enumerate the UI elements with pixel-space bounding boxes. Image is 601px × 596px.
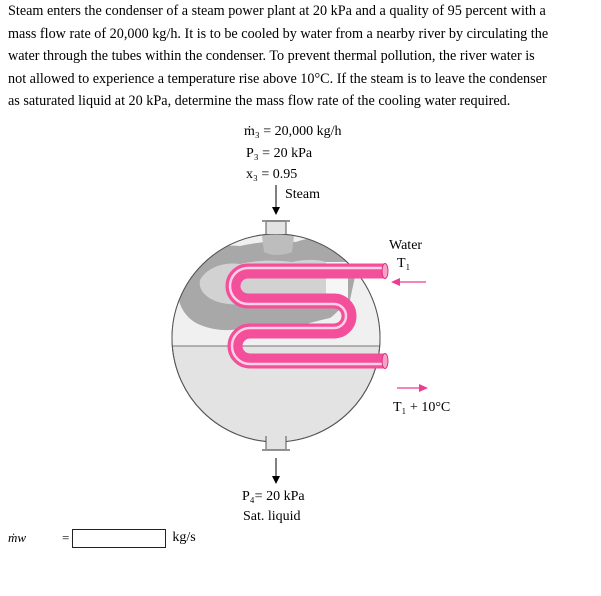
outlet-pressure-label: P₄= 20 kPa (242, 489, 305, 504)
condensate-outlet-arrowhead (272, 476, 280, 484)
water-label: Water (389, 238, 423, 253)
steam-inlet-nozzle (262, 220, 290, 235)
steam-label: Steam (285, 187, 320, 202)
equals-sign: = (62, 530, 70, 545)
condensate-outlet-nozzle (262, 436, 290, 450)
answer-unit: kg/s (172, 530, 196, 545)
water-inlet-temp-label: T₁ (397, 256, 411, 271)
water-inlet-arrowhead (391, 278, 400, 286)
water-outlet-temp-label: T₁ + 10°C (393, 400, 451, 415)
inlet-pressure-label: P₃ = 20 kPa (246, 146, 313, 161)
problem-line-2: mass flow rate of 20,000 kg/h. It is to be cooled by water from a nearby river by circulating the (8, 25, 549, 42)
problem-line-3: water through the tubes within the condenser. To prevent thermal pollution, the river water is (8, 48, 535, 65)
cooling-water-mass-flow-input[interactable] (72, 529, 166, 548)
water-outlet-arrowhead (419, 384, 428, 392)
inlet-mass-flow-label: ṁ₃ = 20,000 kg/h (244, 124, 342, 139)
inlet-quality-label: x₃ = 0.95 (246, 167, 298, 182)
problem-line-1: Steam enters the condenser of a steam power plant at 20 kPa and a quality of 95 percent with a (8, 3, 546, 19)
problem-line-5: as saturated liquid at 20 kPa, determine the mass flow rate of the cooling water required. (8, 93, 511, 110)
steam-inlet-arrowhead (272, 207, 280, 215)
mass-flow-symbol: ṁw (8, 530, 27, 545)
outlet-state-label: Sat. liquid (243, 509, 301, 524)
answer-row (8, 527, 196, 549)
problem-line-4: not allowed to experience a temperature rise above 10°C. If the steam is to leave the condenser (8, 70, 547, 87)
cooling-water-mass-flow-label (8, 530, 58, 546)
